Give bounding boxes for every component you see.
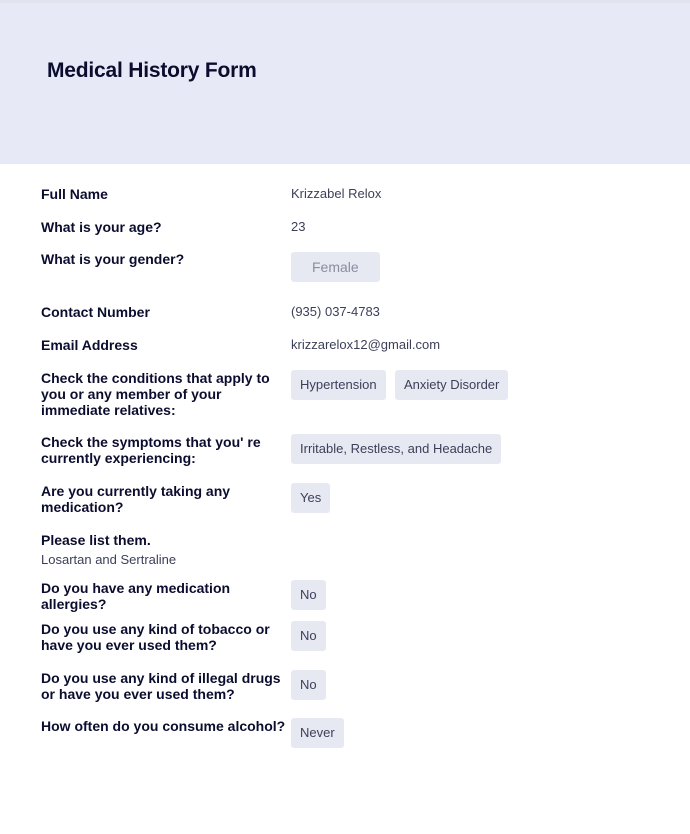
field-label: What is your age?: [41, 219, 162, 235]
field-label: Email Address: [41, 337, 138, 353]
drugs-chip[interactable]: No: [291, 670, 326, 700]
field-label: How often do you consume alcohol?: [41, 718, 286, 734]
condition-chip[interactable]: Hypertension: [291, 370, 386, 400]
field-value: Krizzabel Relox: [291, 186, 382, 201]
condition-chip[interactable]: Anxiety Disorder: [395, 370, 508, 400]
field-label: Check the conditions that apply to you or any member of your immediate relatives:: [41, 370, 270, 418]
allergies-chip[interactable]: No: [291, 580, 326, 610]
field-label: Contact Number: [41, 304, 150, 320]
alcohol-chip[interactable]: Never: [291, 718, 344, 748]
field-value: 23: [291, 219, 306, 234]
field-label: Do you use any kind of illegal drugs or have you ever used them?: [41, 670, 281, 702]
symptom-chip[interactable]: Irritable, Restless, and Headache: [291, 434, 501, 464]
page-title: Medical History Form: [47, 59, 257, 82]
gender-chip[interactable]: Female: [291, 252, 380, 282]
field-label: Are you currently taking any medication?: [41, 483, 231, 515]
field-label: Do you use any kind of tobacco or have you ever used them?: [41, 621, 270, 653]
field-label: What is your gender?: [41, 251, 185, 267]
field-value: Losartan and Sertraline: [41, 552, 177, 567]
field-label: Please list them.: [41, 532, 151, 548]
field-label: Do you have any medication allergies?: [41, 580, 231, 612]
field-label: Full Name: [41, 186, 108, 202]
medication-chip[interactable]: Yes: [291, 483, 330, 513]
field-value: krizzarelox12@gmail.com: [291, 337, 441, 352]
field-label: Check the symptoms that you' re currently experiencing:: [41, 434, 261, 466]
field-value: (935) 037-4783: [291, 304, 380, 319]
tobacco-chip[interactable]: No: [291, 621, 326, 651]
form-header: [0, 3, 690, 164]
